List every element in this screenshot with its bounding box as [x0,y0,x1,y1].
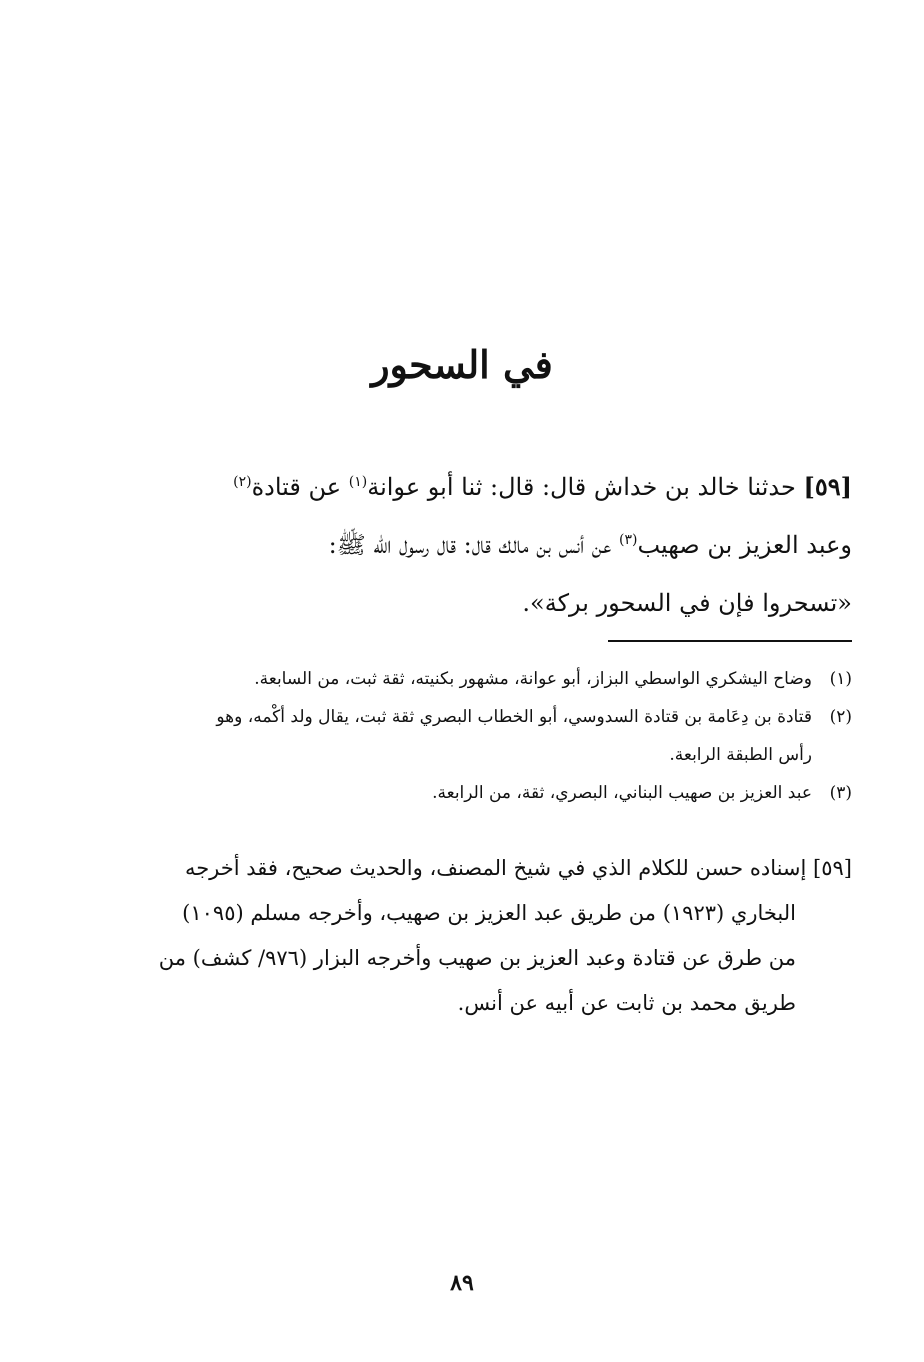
footnote-1-text: وضاح اليشكري الواسطي البزاز، أبو عوانة، مشهور بكنيته، ثقة ثبت، من السابعة. [254,669,812,689]
takhrij-section [100,846,852,1026]
footnote-1 [100,660,852,698]
footnotes-section [100,660,852,812]
hadith-number: [٥٩] [803,472,852,501]
hadith-line-1-part-a: حدثنا خالد بن خداش قال: قال: ثنا أبو عوانة [367,473,796,501]
hadith-text [84,458,852,632]
footnote-ref-2: (٢) [233,474,252,490]
footnote-3-text: عبد العزيز بن صهيب البناني، البصري، ثقة، من الرابعة. [432,783,812,803]
hadith-line-1-part-b: عن قتادة [251,473,349,501]
hadith-line-3: «تسحروا فإن في السحور بركة». [522,589,852,617]
footnote-divider [608,640,852,642]
footnote-2 [100,698,852,774]
hadith-line-1 [84,458,852,516]
takhrij-line-3: من طرق عن قتادة وعبد العزيز بن صهيب وأخرجه البزار (٩٧٦/ كشف) من [158,946,796,970]
footnote-1-mark: (١) [829,669,852,689]
page-number: ٨٩ [450,1270,474,1296]
footnote-ref-3: (٣) [618,532,638,548]
footnote-ref-1: (١) [348,474,368,490]
footnote-2-text: قتادة بن دِعَامة بن قتادة السدوسي، أبو الخطاب البصري ثقة ثبت، يقال ولد أكْمه، وهو [216,707,812,727]
hadith-line-2-part-b: عن أنس بن مالك قال: قال رسول الله ﷺ: [328,531,619,559]
footnote-2-continuation: رأس الطبقة الرابعة. [669,745,812,765]
footnote-2-mark: (٢) [829,707,852,727]
takhrij-line-4: طريق محمد بن ثابت عن أبيه عن أنس. [457,991,796,1015]
takhrij-line-1: [٥٩] إسناده حسن للكلام الذي في شيخ المصنف، والحديث صحيح، فقد أخرجه [184,856,852,880]
chapter-title: في السحور [371,342,553,387]
footnote-3 [100,774,852,812]
footnote-3-mark: (٣) [829,783,852,803]
hadith-line-2-part-a: وعبد العزيز بن صهيب [637,531,852,559]
hadith-line-2 [84,516,852,574]
takhrij-line-2: البخاري (١٩٢٣) من طريق عبد العزيز بن صهيب، وأخرجه مسلم (١٠٩٥) [182,901,796,925]
